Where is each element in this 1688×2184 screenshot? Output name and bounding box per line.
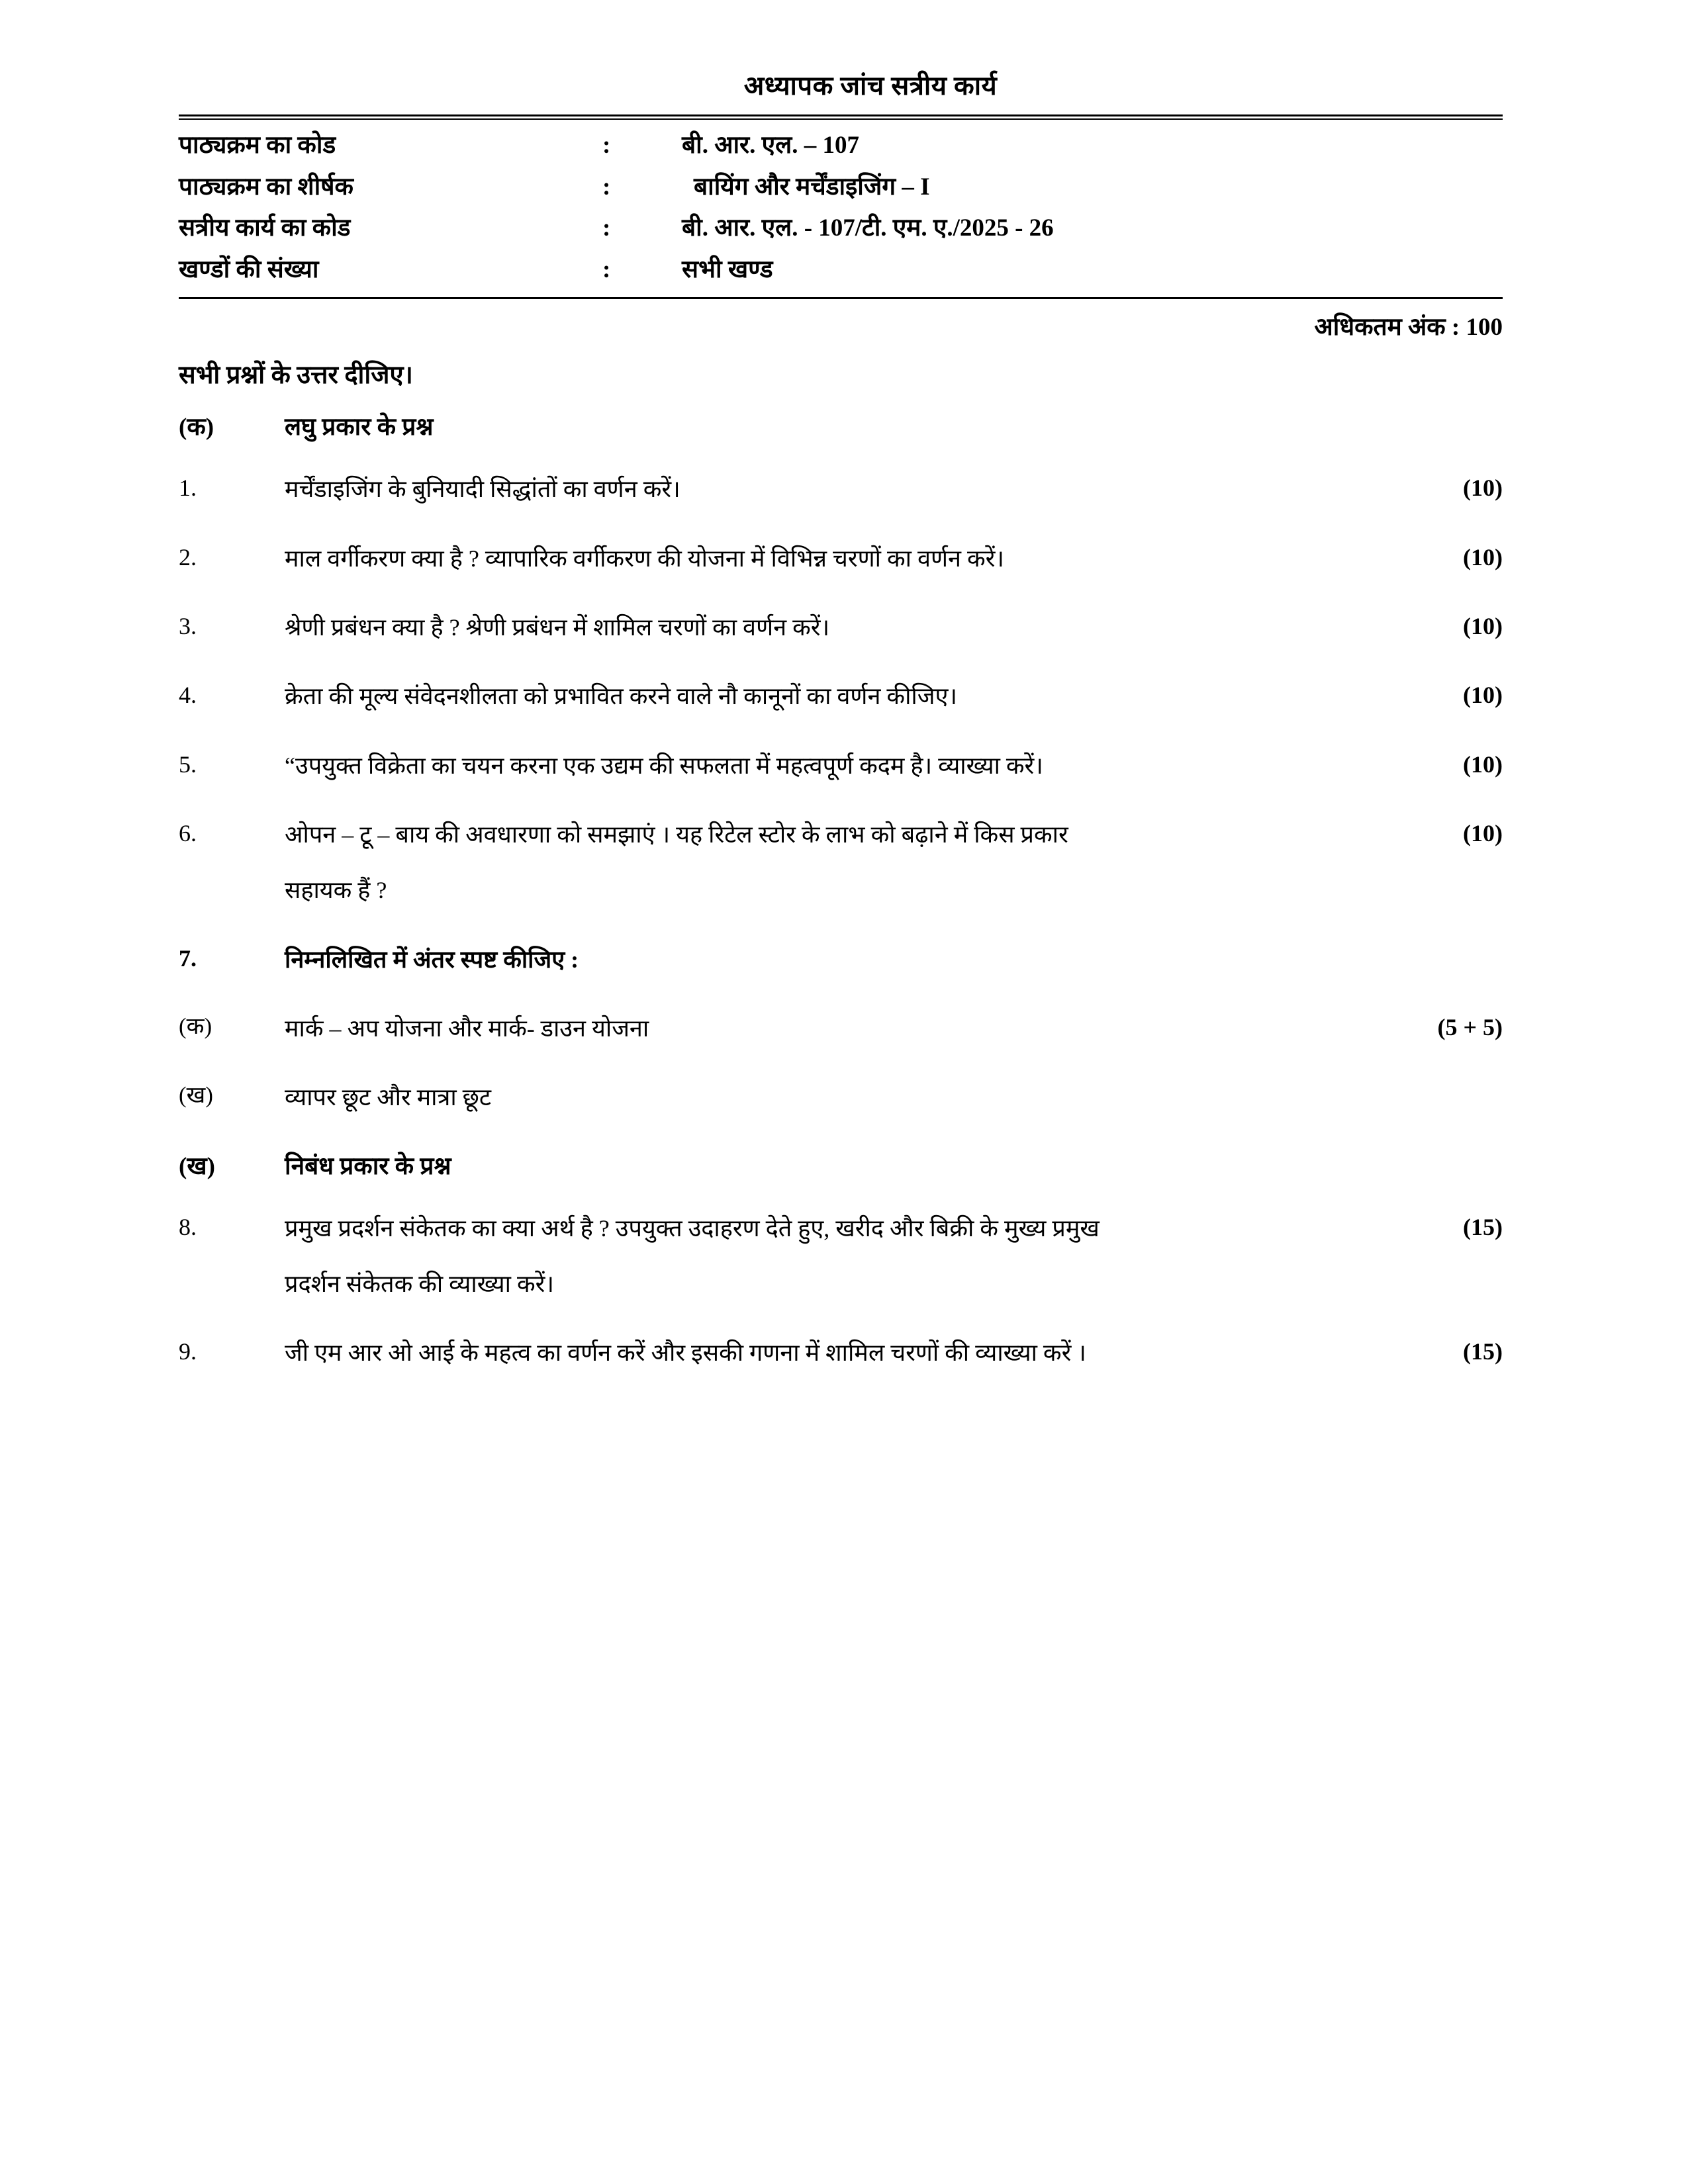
meta-colon: : (602, 173, 611, 201)
question-body (285, 747, 1350, 785)
meta-colon: : (602, 214, 611, 242)
question-body (285, 677, 1350, 715)
question-item-1 (179, 470, 1503, 508)
question-line: श्रेणी प्रबंधन क्या है ? श्रेणी प्रबंधन में शामिल चरणों का वर्णन करें। (285, 614, 830, 641)
meta-label-assignment-code: सत्रीय कार्य का कोड (179, 214, 351, 242)
question-line: माल वर्गीकरण क्या है ? व्यापारिक वर्गीकरण की योजना में विभिन्न चरणों का वर्णन करें। (285, 545, 1004, 572)
question-item-4 (179, 677, 1503, 715)
section-a-title: लघु प्रकार के प्रश्न (285, 414, 434, 441)
question-marks: (10) (1463, 543, 1503, 570)
question-line: प्रदर्शन संकेतक की व्याख्या करें। (285, 1270, 554, 1297)
question-item-5 (179, 747, 1503, 785)
question-marks: (10) (1463, 820, 1503, 846)
question-marks: (10) (1463, 613, 1503, 640)
question-body (285, 539, 1350, 578)
question-number: 4. (179, 682, 197, 709)
question-item-7b (179, 1078, 1503, 1116)
section-b-marker: (ख) (179, 1152, 215, 1180)
question-line: व्यापर छूट और मात्रा छूट (285, 1084, 492, 1111)
question-body (285, 940, 1350, 979)
question-item-7a (179, 1009, 1503, 1048)
question-body (285, 1334, 1350, 1372)
course-meta-table (179, 126, 1503, 292)
question-marks: (15) (1463, 1338, 1503, 1365)
meta-label-course-title: पाठ्यक्रम का शीर्षक (179, 173, 353, 201)
question-item-8 (179, 1209, 1503, 1304)
question-number: 1. (179, 475, 197, 502)
table-row (179, 209, 1503, 251)
header-top-rule (179, 114, 1503, 120)
section-b-title: निबंध प्रकार के प्रश्न (285, 1152, 451, 1180)
table-row (179, 168, 1503, 210)
header-bottom-rule (179, 297, 1503, 299)
meta-colon: : (602, 255, 611, 283)
question-line: मार्क – अप योजना और मार्क- डाउन योजना (285, 1015, 649, 1042)
page-content (179, 66, 1503, 1403)
question-marks: (10) (1463, 751, 1503, 778)
question-line: निम्नलिखित में अंतर स्पष्ट कीजिए : (285, 946, 579, 973)
question-body (285, 815, 1350, 910)
question-body (285, 470, 1350, 508)
section-heading-b (179, 1148, 1503, 1181)
question-body (285, 1209, 1350, 1304)
instruction-text: सभी प्रश्नों के उत्तर दीजिए। (179, 361, 413, 390)
question-line: जी एम आर ओ आई के महत्व का वर्णन करें और इसकी गणना में शामिल चरणों की व्याख्या करें । (285, 1340, 1086, 1367)
question-line: मर्चेंडाइजिंग के बुनियादी सिद्धांतों का वर्णन करें। (285, 476, 680, 503)
question-marks: (5 + 5) (1437, 1013, 1503, 1040)
question-item-3 (179, 608, 1503, 647)
sub-question-marker: (ख) (179, 1082, 213, 1109)
question-number: 5. (179, 751, 197, 778)
table-row (179, 251, 1503, 293)
question-line: सहायक हैं ? (285, 877, 387, 904)
question-body (285, 1078, 1350, 1116)
question-line: ओपन – टू – बाय की अवधारणा को समझाएं । यह रिटेल स्टोर के लाभ को बढ़ाने में किस प्रकार (285, 821, 1068, 848)
question-line: प्रमुख प्रदर्शन संकेतक का क्या अर्थ है ? उपयुक्त उदाहरण देते हुए, खरीद और बिक्री के मुख्य प्रमुख (285, 1214, 1100, 1242)
meta-value-course-code: बी. आर. एल. – 107 (682, 132, 859, 159)
meta-value-assignment-code: बी. आर. एल. - 107/टी. एम. ए./2025 - 26 (682, 214, 1054, 242)
meta-colon: : (602, 132, 611, 159)
question-marks: (15) (1463, 1213, 1503, 1240)
question-number: 7. (179, 944, 197, 972)
question-item-9 (179, 1334, 1503, 1372)
question-body (285, 1009, 1350, 1048)
meta-label-course-code: पाठ्यक्रम का कोड (179, 132, 336, 159)
question-marks: (10) (1463, 475, 1503, 502)
question-item-2 (179, 539, 1503, 578)
section-a-marker: (क) (179, 414, 214, 441)
question-item-6 (179, 815, 1503, 910)
max-marks-label: अधिकतम अंक : 100 (1314, 314, 1503, 341)
question-number: 9. (179, 1338, 197, 1365)
question-number: 8. (179, 1213, 197, 1240)
section-heading-a (179, 408, 1503, 442)
meta-value-course-title: बायिंग और मर्चेंडाइजिंग – I (694, 173, 930, 201)
question-number: 3. (179, 613, 197, 640)
question-item-7 (179, 940, 1503, 979)
question-line: “उपयुक्त विक्रेता का चयन करना एक उद्यम की सफलता में महत्वपूर्ण कदम है। व्याख्या करें। (285, 752, 1043, 779)
table-row (179, 126, 1503, 168)
question-number: 6. (179, 820, 197, 846)
meta-label-blocks-count: खण्डों की संख्या (179, 255, 319, 283)
meta-value-blocks-count: सभी खण्ड (682, 255, 773, 283)
question-marks: (10) (1463, 682, 1503, 709)
sub-question-marker: (क) (179, 1013, 212, 1039)
question-line: क्रेता की मूल्य संवेदनशीलता को प्रभावित करने वाले नौ कानूनों का वर्णन कीजिए। (285, 683, 957, 710)
question-body (285, 608, 1350, 647)
page-title: अध्यापक जांच सत्रीय कार्य (743, 71, 998, 101)
question-number: 2. (179, 543, 197, 570)
